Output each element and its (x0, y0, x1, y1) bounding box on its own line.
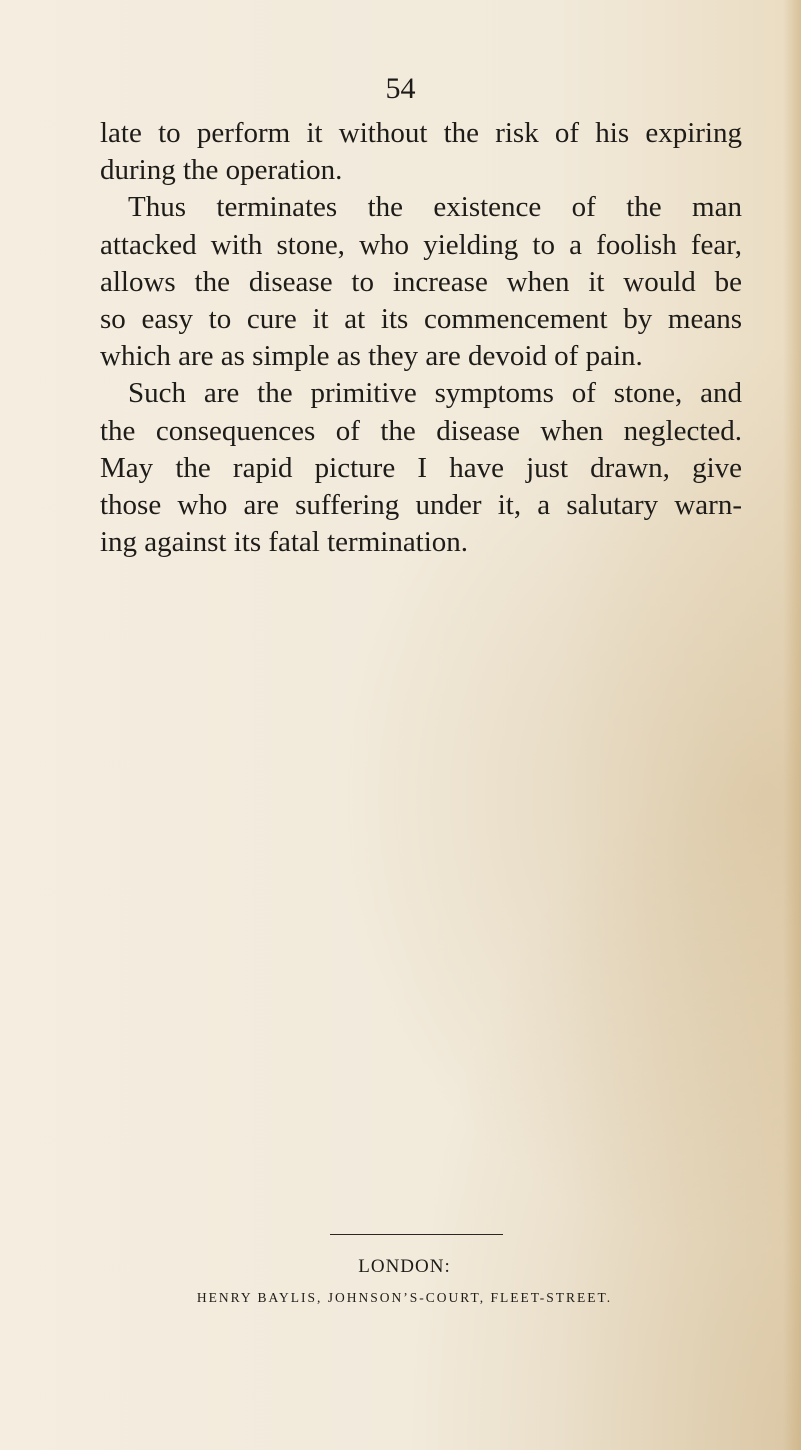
body-text (100, 115, 742, 561)
text-line: allows the disease to increase when it would be (100, 265, 742, 298)
imprint-rule (330, 1234, 503, 1235)
text-line: during the operation. (100, 154, 343, 187)
text-line: Such are the primitive symptoms of stone, and (128, 377, 742, 410)
text-line: the consequences of the disease when neglected. (100, 414, 742, 447)
text-line: May the rapid picture I have just drawn, give (100, 451, 742, 484)
text-line: so easy to cure it at its commencement by means (100, 303, 742, 336)
text-line: those who are suffering under it, a salutary warn- (100, 489, 742, 522)
page-edge-shadow (783, 0, 801, 1450)
text-line: ing against its fatal termination. (100, 526, 469, 559)
imprint-printer: HENRY BAYLIS, JOHNSON’S-COURT, FLEET-STREET. (196, 1290, 613, 1305)
text-line: Thus terminates the existence of the man (128, 191, 742, 224)
imprint-city: LONDON: (358, 1256, 451, 1277)
text-line: which are as simple as they are devoid of pain. (100, 340, 643, 373)
text-line: late to perform it without the risk of his expiring (100, 117, 742, 149)
text-line: attacked with stone, who yielding to a foolish fear, (100, 228, 742, 261)
printer-imprint (0, 1234, 801, 1307)
page-number: 54 (385, 72, 416, 105)
